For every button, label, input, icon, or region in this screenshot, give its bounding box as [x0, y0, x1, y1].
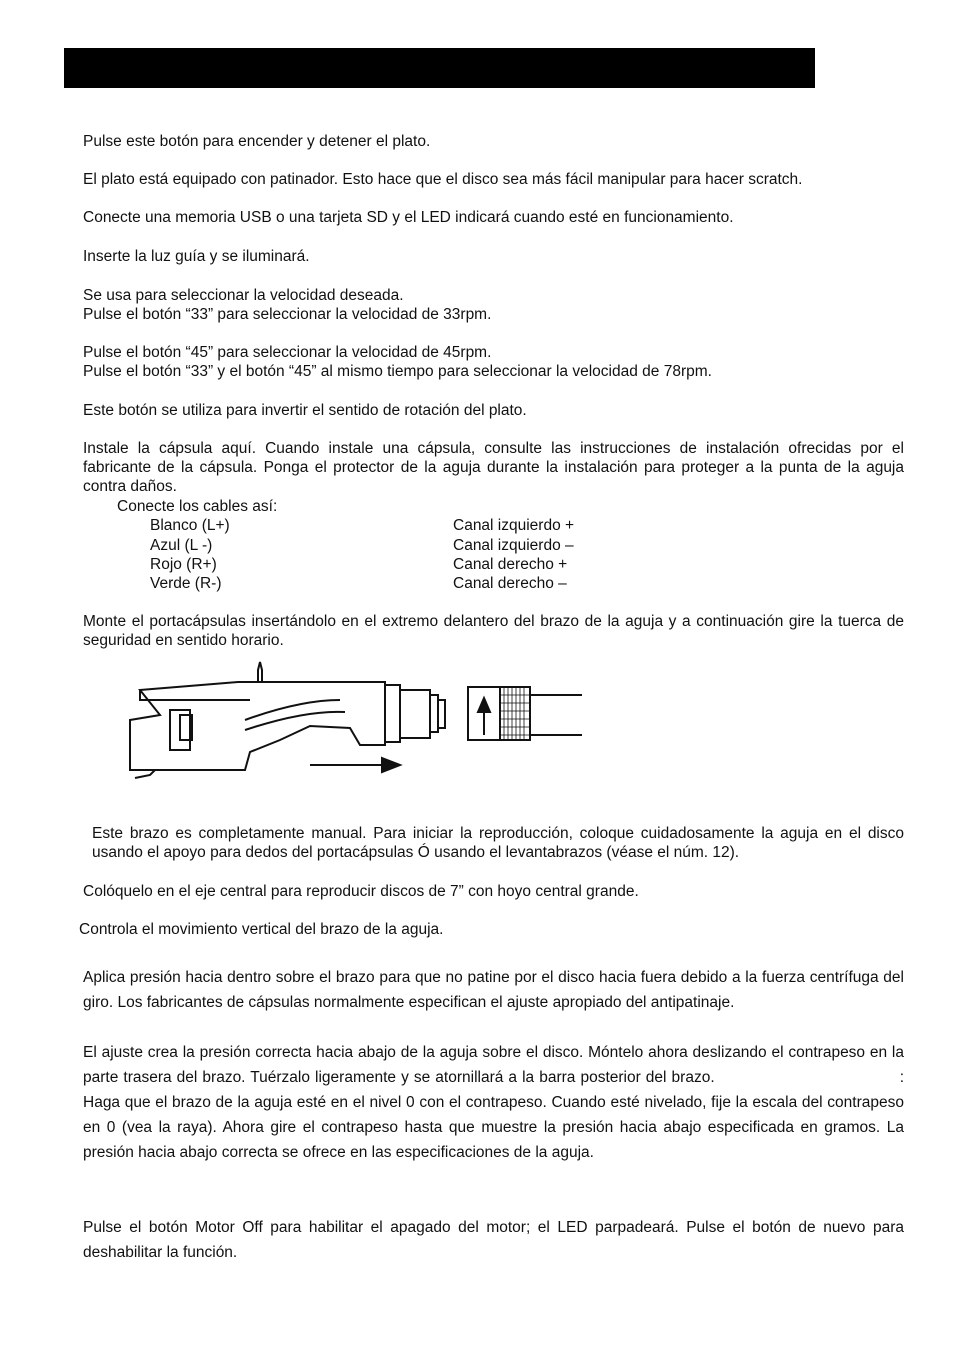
start-stop-text: Pulse este botón para encender y detener el plato.	[83, 133, 431, 150]
platter-text: El plato está equipado con patinador. Esto hace que el disco sea más fácil manipular para hacer scratch.	[83, 171, 803, 188]
usb-sd-text: Conecte una memoria USB o una tarjeta SD y el LED indicará cuando esté en funcionamiento.	[83, 209, 734, 226]
motor-off-text: Pulse el botón Motor Off para habilitar el apagado del motor; el LED parpadeará. Pulse el botón de nuevo para deshabilitar la función.	[83, 1219, 904, 1261]
speed-line-3: Pulse el botón “45” para seleccionar la velocidad de 45rpm.	[83, 344, 492, 361]
cable-wire: Verde (R-)	[150, 575, 222, 592]
speed-line-4: Pulse el botón “33” y el botón “45” al mismo tiempo para seleccionar la velocidad de 78rpm.	[83, 363, 712, 380]
cable-channel: Canal derecho –	[453, 575, 567, 592]
lift-text: Controla el movimiento vertical del brazo de la aguja.	[79, 921, 444, 938]
anti-skate-text: Aplica presión hacia dentro sobre el brazo para que no patine por el disco hacia fuera debido a la fuerza centrífuga del giro. Los fabricantes de cápsulas normalmente especifican el ajuste apropiado del antipatinaje.	[83, 969, 904, 1011]
speed-text-1	[83, 286, 904, 324]
counterweight-text	[83, 1040, 904, 1165]
speed-line-2: Pulse el botón “33” para seleccionar la velocidad de 33rpm.	[83, 306, 492, 323]
cartridge-text: Instale la cápsula aquí. Cuando instale una cápsula, consulte las instrucciones de instalación ofrecidas por el fabricante de la cápsula. Ponga el protector de la aguja durante la instalación para proteger a la punta de la aguja contra daños.	[83, 440, 904, 495]
section-header-bar	[64, 48, 815, 88]
counterweight-part1: El ajuste crea la presión correcta hacia abajo de la aguja sobre el disco. Móntelo ahora deslizando el contrapeso en la parte trasera del brazo. Tuérzalo ligeramente y se atornillará a la barra posterior del brazo.	[83, 1044, 904, 1086]
cable-wire: Blanco (L+)	[150, 517, 230, 534]
cable-channel: Canal izquierdo +	[453, 517, 575, 534]
cable-channel: Canal izquierdo –	[453, 537, 574, 554]
guide-light-text: Inserte la luz guía y se iluminará.	[83, 248, 310, 265]
cable-wire: Azul (L -)	[150, 537, 213, 554]
cables-intro: Conecte los cables así:	[117, 498, 278, 515]
counterweight-part2: : Haga que el brazo de la aguja esté en el nivel 0 con el contrapeso. Cuando esté nivelado, fije la escala del contrapeso en 0 (vea la raya). Ahora gire el contrapeso hasta que muestre la presión hacia abajo especificada en gramos. La presión hacia abajo correcta se ofrece en las especificaciones de la aguja.	[83, 1069, 904, 1161]
headshell-diagram	[120, 660, 590, 785]
tonearm-text: Este brazo es completamente manual. Para iniciar la reproducción, coloque cuidadosamente la aguja en el disco usando el apoyo para dedos del portacápsulas Ó usando el levantabrazos (véase el núm. 12).	[92, 825, 904, 861]
speed-line-1: Se usa para seleccionar la velocidad deseada.	[83, 287, 404, 304]
adapter-text: Colóquelo en el eje central para reproducir discos de 7” con hoyo central grande.	[83, 883, 639, 900]
cable-wire: Rojo (R+)	[150, 556, 217, 573]
reverse-text: Este botón se utiliza para invertir el sentido de rotación del plato.	[83, 402, 527, 419]
headshell-text: Monte el portacápsulas insertándolo en el extremo delantero del brazo de la aguja y a continuación gire la tuerca de seguridad en sentido horario.	[83, 613, 904, 649]
cable-channel: Canal derecho +	[453, 556, 568, 573]
speed-text-2	[83, 343, 904, 381]
